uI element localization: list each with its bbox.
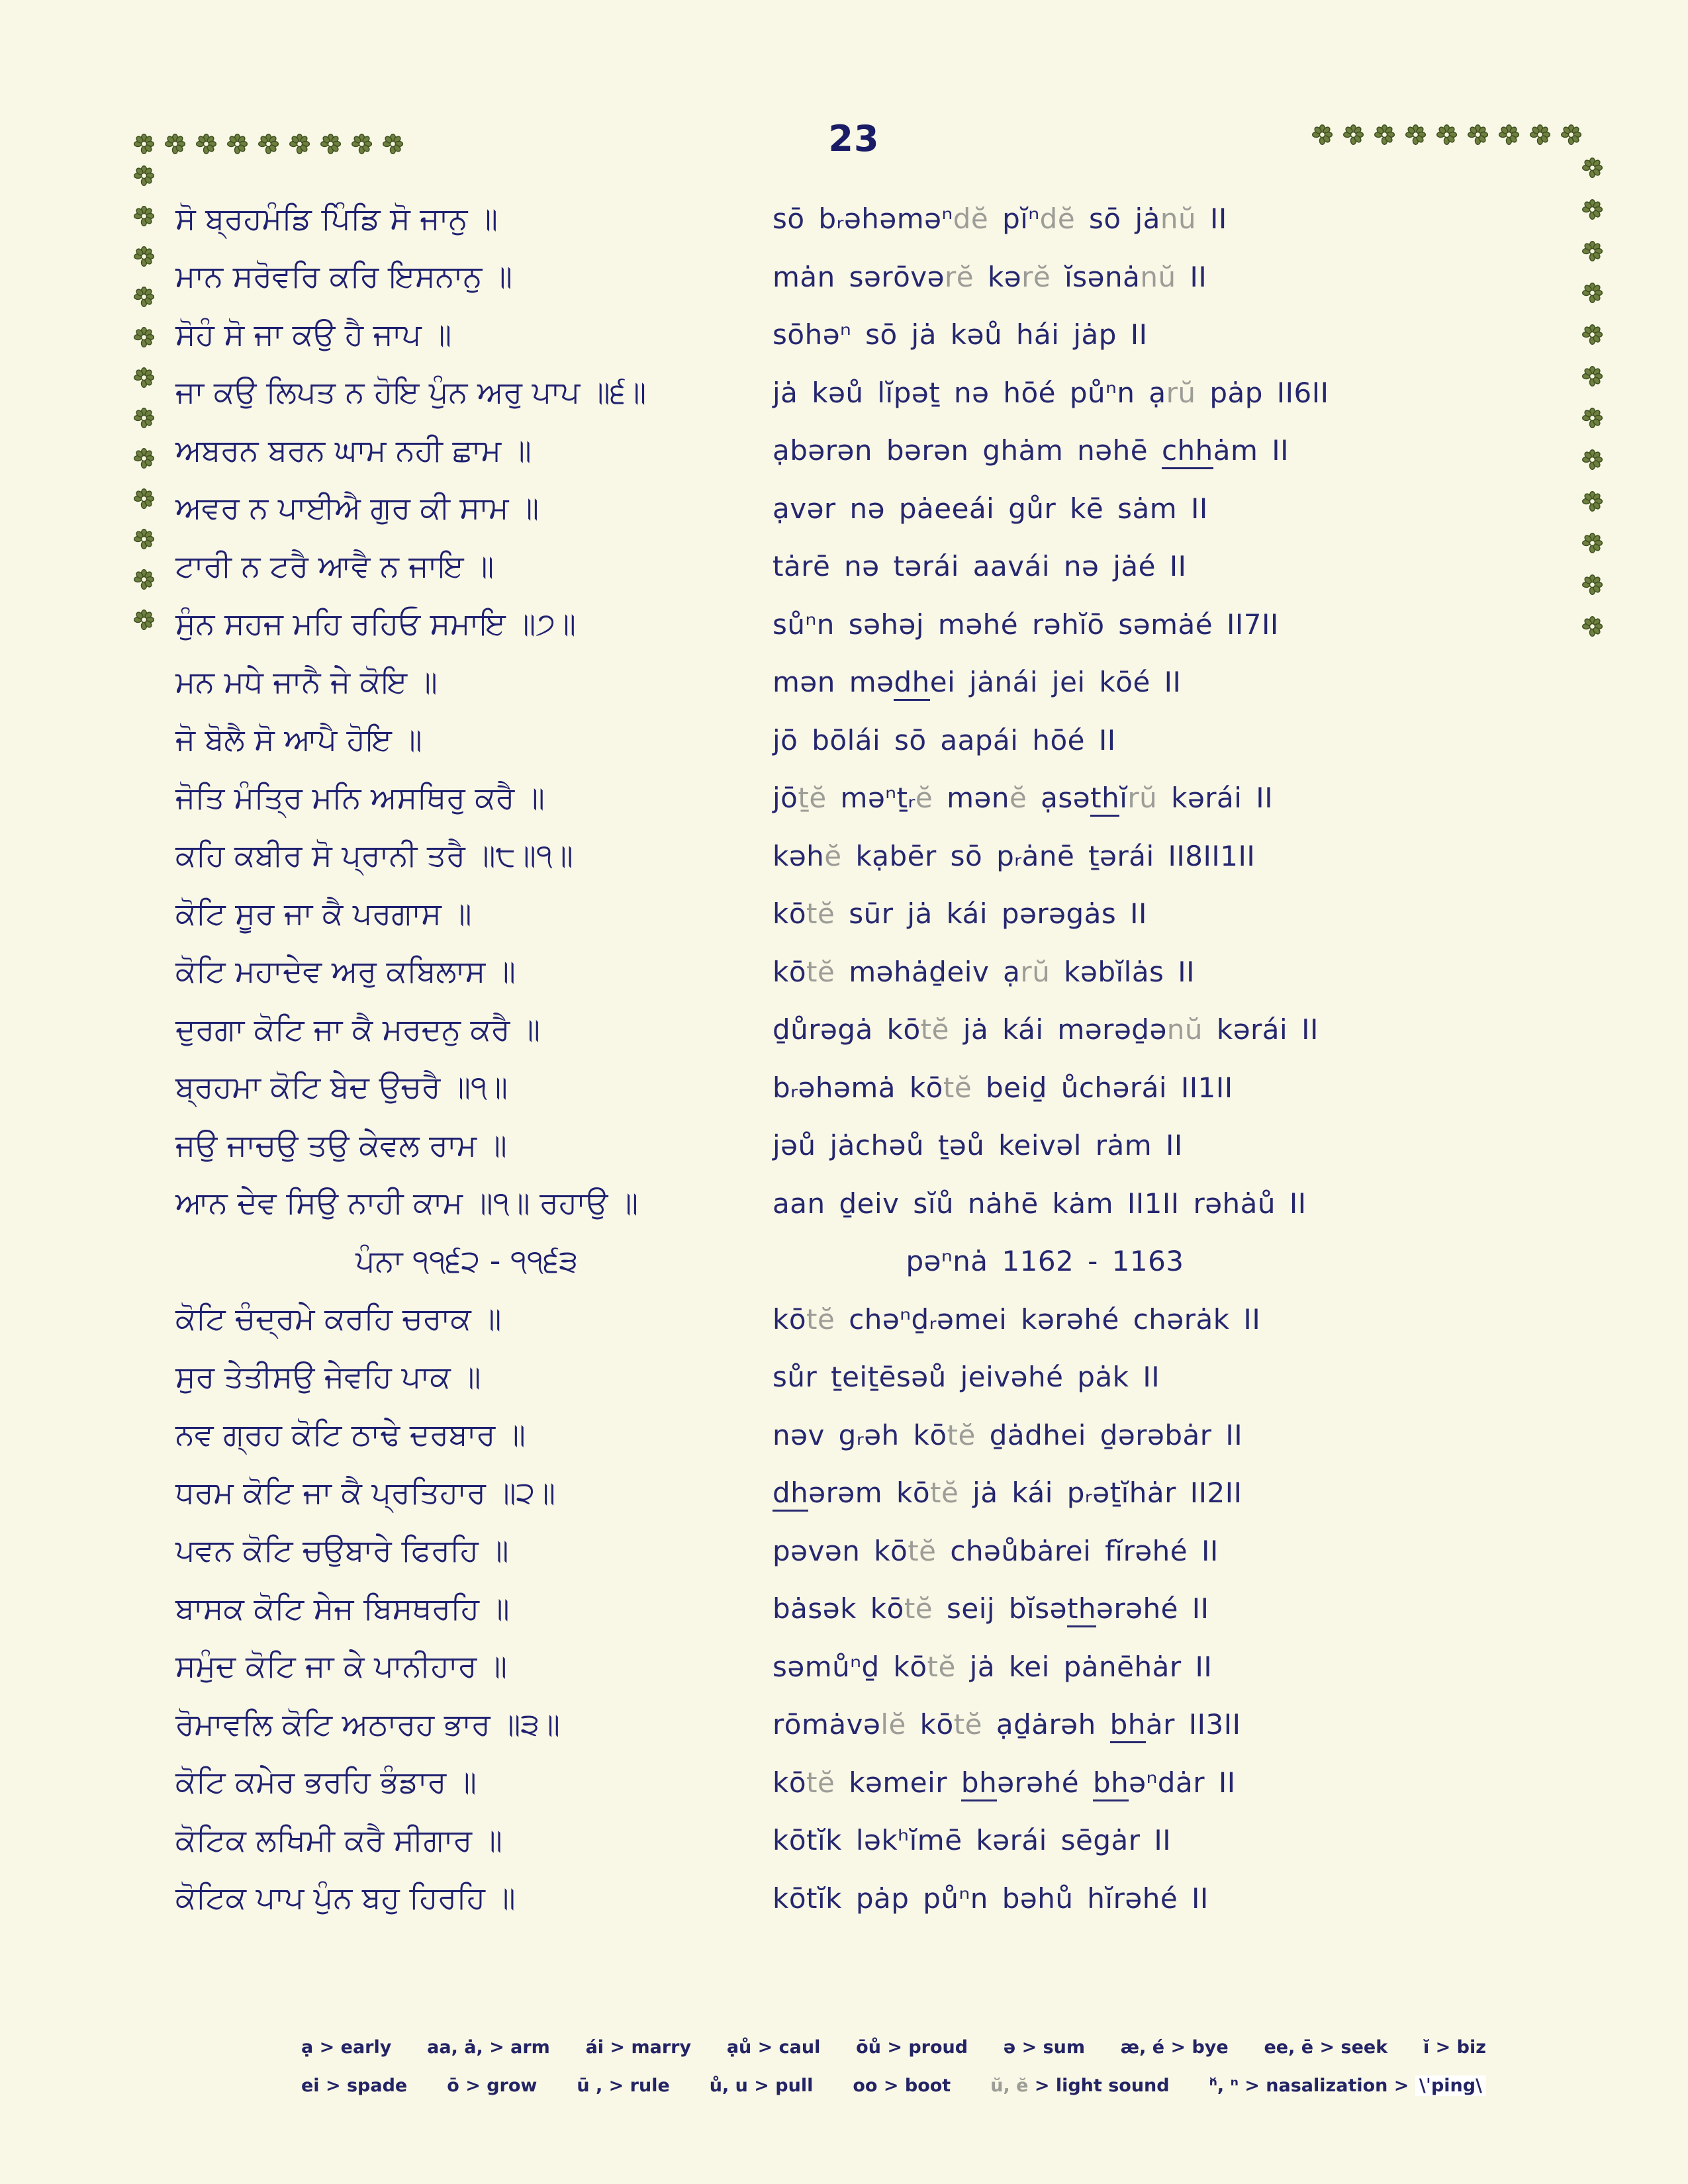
transliteration-text: pəvən kōtĕ chəůbȧrei fĭrəhé II [773,1534,1219,1567]
transliteration-text: səmůⁿḏ kōtĕ jȧ kei pȧnēhȧr II [773,1650,1213,1683]
pronunciation-key-item: ů, u > pull [709,2075,814,2096]
gurmukhi-text: ਸਮੁੰਦ ਕੋਟਿ ਜਾ ਕੇ ਪਾਨੀਹਾਰ ॥ [175,1648,508,1684]
pronunciation-key-item: ạů > caul [726,2037,821,2058]
transliteration-text: jəů jȧchəů ṯəů keivəl rȧm II [773,1129,1183,1162]
flower-icon [1312,124,1333,145]
transliteration-text: kōtĭk ləkʰĭmē kərái sēgȧr II [773,1824,1172,1857]
flower-icon [383,134,403,154]
flower-icon [320,134,341,154]
pronunciation-key-row-2 [301,2075,1486,2096]
pronunciation-key-row-1 [301,2037,1486,2058]
gurmukhi-text: ਕੋਟਿ ਸੂਰ ਜਾ ਕੈ ਪਰਗਾਸ ॥ [175,895,472,931]
transliteration-text: kōtĕ kəmeir bhərəhé bhəⁿdȧr II [758,1766,1688,1799]
transliteration-text: kōtĭk pȧp půⁿn bəhů hĭrəhé II [773,1882,1209,1915]
scripture-line [0,1464,1688,1522]
gurmukhi-text: ਰੋਮਾਵਲਿ ਕੋਟਿ ਅਠਾਰਹ ਭਾਰ ॥੩॥ [175,1706,561,1742]
flower-icon [165,134,185,154]
scripture-line [0,653,1688,711]
scripture-line [0,1001,1688,1059]
scripture-line [0,596,1688,654]
transliteration-text: kəhĕ kạbēr sō pᵣȧnē ṯərái II8II1II [773,839,1256,872]
gurmukhi-text: ਸੁਰ ਤੇਤੀਸਉ ਜੇਵਹਿ ਪਾਕ ॥ [175,1358,481,1394]
transliteration-text: tȧrē nə tərái aavái nə jȧé II [773,550,1187,583]
scripture-line [0,827,1688,886]
scripture-line [0,943,1688,1001]
gurmukhi-text: ਜਉ ਜਾਚਉ ਤਉ ਕੇਵਲ ਰਾਮ ॥ [175,1126,507,1163]
scripture-line [0,1580,1688,1638]
gurmukhi-text: ਬ੍ਰਹਮਾ ਕੋਟਿ ਬੇਦ ਉਚਰੈ ॥੧॥ [175,1069,508,1105]
scripture-line [0,1291,1688,1349]
scripture-line [0,1638,1688,1696]
gurmukhi-text: ਕੋਟਿਕ ਲਖਿਮੀ ਕਰੈ ਸੀਗਾਰ ॥ [175,1821,502,1858]
transliteration-text: sō bᵣəhəməⁿdĕ pĭⁿdĕ sō jȧnŭ II [773,203,1227,236]
scripture-line [0,306,1688,364]
scripture-line [0,1870,1688,1928]
transliteration-text: sůr ṯeiṯēsəů jeivəhé pȧk II [773,1361,1160,1394]
flower-icon [196,134,216,154]
transliteration-text: jōṯĕ məⁿṯᵣĕ mənĕ ạsəthĭrŭ kərái II [758,782,1688,814]
transliteration-text: ạbərən bərən ghȧm nəhē chhȧm II [758,434,1688,467]
pronunciation-key-item: ōů > proud [856,2037,968,2058]
scripture-line [0,364,1688,422]
scripture-line [0,480,1688,538]
gurmukhi-text: ਜੋਤਿ ਮੰਤ੍ਰਿ ਮਨਿ ਅਸਥਿਰੁ ਕਰੈ ॥ [175,779,545,815]
page-number: 23 [828,118,880,159]
transliteration-text: ạvər nə pȧeeái gůr kē sȧm II [773,492,1208,525]
scripture-line [0,1811,1688,1870]
gurmukhi-text: ਮਨ ਮਧੇ ਜਾਨੈ ਜੇ ਕੋਇ ॥ [175,663,438,700]
gurmukhi-text: ਬਾਸਕ ਕੋਟਿ ਸੇਜ ਬਿਸਥਰਹਿ ॥ [175,1590,510,1626]
flower-icon [1561,124,1581,145]
transliteration-text: rōmȧvəlĕ kōtĕ ạḏȧrəh bhȧr II3II [758,1708,1688,1741]
transliteration-text: kōtĕ chəⁿḏᵣəmei kərəhé chərȧk II [773,1302,1261,1336]
scripture-line [0,885,1688,943]
scripture-line [0,1406,1688,1465]
scripture-line [0,711,1688,770]
flower-icon [1436,124,1457,145]
scripture-line [0,190,1688,248]
pronunciation-key-item: ĭ > biz [1423,2037,1486,2058]
pronunciation-key-item: ạ > early [301,2037,392,2058]
gurmukhi-text: ਦੁਰਗਾ ਕੋਟਿ ਜਾ ਕੈ ਮਰਦਨੁ ਕਰੈ ॥ [175,1011,540,1047]
flower-icon [1343,124,1364,145]
flower-icon [1499,124,1519,145]
gurmukhi-text: ਜਾ ਕਉ ਲਿਪਤ ਨ ਹੋਇ ਪੁੰਨ ਅਰੁ ਪਾਪ ॥੬॥ [175,374,647,410]
transliteration-text: aan ḏeiv sĭů nȧhē kȧm II1II rəhȧů II [773,1187,1307,1220]
scripture-line [0,1116,1688,1175]
transliteration-text: pəⁿnȧ 1162 - 1163 [906,1245,1184,1278]
pronunciation-key-item: ái > marry [585,2037,692,2058]
transliteration-text: kōtĕ məhȧḏeiv ạrŭ kəbĭlȧs II [773,955,1196,988]
scripture-line [0,1696,1688,1754]
gurmukhi-text: ਅਵਰ ਨ ਪਾਈਐ ਗੁਰ ਕੀ ਸਾਮ ॥ [175,490,539,526]
gurmukhi-text: ਟਾਰੀ ਨ ਟਰੈ ਆਵੈ ਨ ਜਾਇ ॥ [175,547,494,584]
flower-border-top-right [1312,124,1581,145]
transliteration-text: kōtĕ sūr jȧ kái pərəgȧs II [773,897,1147,931]
pronunciation-key-item: aa, ȧ, > arm [427,2037,550,2058]
scripture-line [0,1175,1688,1233]
transliteration-text: dhərəm kōtĕ jȧ kái pᵣəṯĭhȧr II2II [758,1477,1688,1509]
scripture-line [0,1232,1688,1291]
flower-icon [1468,124,1488,145]
gurmukhi-text: ਮਾਨ ਸਰੋਵਰਿ ਕਰਿ ਇਸਨਾਨੁ ॥ [175,258,512,295]
transliteration-text: sůⁿn səhəj məhé rəhĭō səmȧé II7II [773,608,1279,641]
transliteration-text: ḏůrəgȧ kōtĕ jȧ kái mərəḏənŭ kərái II [773,1013,1319,1046]
gurmukhi-text: ਕਹਿ ਕਬੀਰ ਸੋ ਪ੍ਰਾਨੀ ਤਰੈ ॥੮॥੧॥ [175,837,573,874]
pronunciation-key-item: ⁿ̆, ⁿ > nasalization > \ˈping\ [1209,2075,1486,2096]
scripture-lines [0,190,1688,1927]
gurmukhi-text: ਸੋਹੰ ਸੋ ਜਾ ਕਉ ਹੈ ਜਾਪ ॥ [175,316,452,352]
gurmukhi-text: ਕੋਟਿ ਮਹਾਦੇਵ ਅਰੁ ਕਬਿਲਾਸ ॥ [175,953,516,989]
scripture-line [0,537,1688,596]
gurmukhi-text: ਕੋਟਿਕ ਪਾਪ ਪੁੰਨ ਬਹੁ ਹਿਰਹਿ ॥ [175,1880,516,1916]
pronunciation-key-item: ŭ, ĕ > light sound [990,2075,1170,2096]
gurmukhi-text: ਕੋਟਿ ਕਮੇਰ ਭਰਹਿ ਭੰਡਾਰ ॥ [175,1764,477,1800]
transliteration-text: nəv gᵣəh kōtĕ ḏȧdhei ḏərəbȧr II [773,1418,1243,1451]
flower-icon [352,134,372,154]
gurmukhi-text: ਕੋਟਿ ਚੰਦ੍ਰਮੇ ਕਰਹਿ ਚਰਾਕ ॥ [175,1300,502,1337]
flower-icon [1582,158,1603,178]
transliteration-text: mȧn sərōvərĕ kərĕ ĭsənȧnŭ II [773,260,1207,293]
flower-icon [227,134,248,154]
flower-icon [1374,124,1395,145]
flower-border-top-left [134,134,403,154]
scripture-line [0,1754,1688,1812]
transliteration-text: sōhəⁿ sō jȧ kəů hái jȧp II [773,318,1148,351]
flower-icon [289,134,310,154]
flower-icon [1530,124,1550,145]
gurmukhi-text: ਪਵਨ ਕੋਟਿ ਚਉਬਾਰੇ ਫਿਰਹਿ ॥ [175,1532,509,1569]
transliteration-text: bȧsək kōtĕ seij bĭsəthərəhé II [758,1592,1688,1625]
scripture-line [0,422,1688,480]
transliteration-text: jȧ kəů lĭpəṯ nə hōé půⁿn ạrŭ pȧp II6II [773,376,1329,409]
scripture-line [0,1059,1688,1117]
transliteration-text: bᵣəhəmȧ kōtĕ beiḏ ůchərái II1II [773,1071,1233,1104]
scripture-line [0,248,1688,306]
gurmukhi-text: ਨਵ ਗ੍ਰਹ ਕੋਟਿ ਠਾਢੇ ਦਰਬਾਰ ॥ [175,1416,526,1453]
scripture-line [0,1522,1688,1580]
gurmukhi-text: ਧਰਮ ਕੋਟਿ ਜਾ ਕੈ ਪ੍ਰਤਿਹਾਰ ॥੨॥ [175,1474,556,1510]
gurmukhi-text: ਸੋ ਬ੍ਰਹਮੰਡਿ ਪਿੰਡਿ ਸੋ ਜਾਨੁ ॥ [175,200,498,236]
pronunciation-key-item: ə > sum [1003,2037,1086,2058]
transliteration-text: jō bōlái sō aapái hōé II [773,723,1116,756]
pronunciation-key-item: oo > boot [853,2075,951,2096]
pronunciation-key-item: ei > spade [301,2075,408,2096]
pronunciation-key-item: ee, ē > seek [1264,2037,1388,2058]
gurmukhi-text: ਆਨ ਦੇਵ ਸਿਉ ਨਾਹੀ ਕਾਮ ॥੧॥ ਰਹਾਉ ॥ [175,1185,639,1221]
gurmukhi-text: ਪੰਨਾ ੧੧੬੨ - ੧੧੬੩ [355,1242,578,1279]
scripture-line [0,769,1688,827]
transliteration-text: mən mədhei jȧnái jei kōé II [758,666,1688,698]
flower-icon [134,165,154,186]
flower-icon [1405,124,1426,145]
pronunciation-key-item: ū , > rule [577,2075,670,2096]
flower-icon [258,134,279,154]
pronunciation-key-item: ō > grow [447,2075,538,2096]
gurmukhi-text: ਜੋ ਬੋਲੈ ਸੋ ਆਪੈ ਹੋਇ ॥ [175,721,422,758]
scripture-line [0,1348,1688,1406]
pronunciation-key-item: æ, é > bye [1120,2037,1229,2058]
gurmukhi-text: ਅਬਰਨ ਬਰਨ ਘਾਮ ਨਹੀ ਛਾਮ ॥ [175,432,532,468]
flower-icon [134,134,154,154]
gurmukhi-text: ਸੁੰਨ ਸਹਜ ਮਹਿ ਰਹਿਓ ਸਮਾਇ ॥੭॥ [175,606,576,642]
